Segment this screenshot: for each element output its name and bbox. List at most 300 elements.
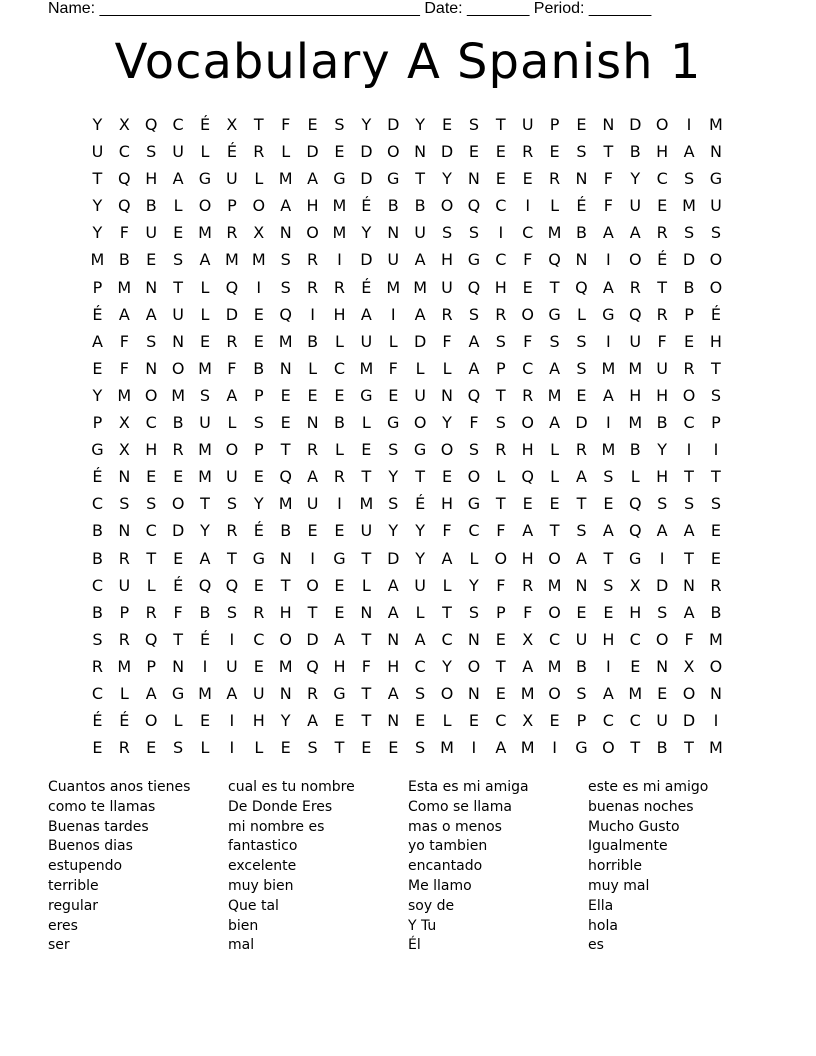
grid-letter: N — [683, 575, 696, 595]
grid-letter: É — [199, 115, 211, 134]
grid-letter: E — [253, 467, 264, 487]
grid-letter: F — [119, 358, 129, 378]
grid-letter: T — [576, 494, 587, 514]
word-list-item: Y Tu — [408, 917, 437, 934]
grid-letter: S — [388, 494, 399, 514]
grid-letter: F — [603, 169, 613, 189]
grid-letter: U — [656, 358, 668, 378]
grid-letter: A — [199, 548, 211, 568]
grid-letter: R — [118, 629, 130, 649]
grid-letter: S — [683, 494, 695, 514]
grid-letter: U — [575, 629, 588, 649]
grid-letter: I — [202, 656, 208, 676]
grid-letter: E — [173, 467, 184, 487]
grid-letter: E — [334, 142, 345, 162]
grid-letter: M — [198, 223, 212, 243]
grid-letter: A — [91, 331, 103, 351]
grid-letter: M — [332, 196, 347, 216]
grid-letter: R — [495, 304, 507, 324]
grid-letter: B — [199, 602, 211, 622]
grid-letter: O — [521, 304, 534, 324]
grid-letter: É — [710, 304, 721, 324]
grid-letter: E — [495, 142, 506, 162]
grid-letter: X — [118, 115, 130, 134]
word-list-item: muy bien — [228, 877, 294, 894]
grid-letter: P — [92, 413, 103, 433]
grid-letter: T — [495, 115, 506, 134]
grid-letter: A — [307, 467, 319, 487]
grid-letter: U — [226, 656, 238, 676]
word-list-item: hola — [588, 917, 618, 934]
word-list-item: ser — [48, 937, 70, 954]
grid-letter: O — [144, 385, 158, 405]
grid-letter: P — [227, 196, 237, 216]
grid-letter: U — [414, 575, 426, 595]
grid-letter: H — [494, 277, 507, 297]
grid-letter: E — [199, 331, 211, 351]
grid-letter: T — [334, 738, 345, 758]
grid-letter: B — [145, 196, 157, 216]
grid-letter: S — [307, 738, 318, 758]
grid-letter: T — [280, 440, 291, 460]
grid-letter: N — [387, 711, 400, 731]
grid-letter: M — [547, 656, 562, 676]
grid-letter: H — [333, 656, 346, 676]
grid-letter: E — [576, 115, 587, 134]
grid-letter: I — [686, 440, 692, 460]
grid-letter: O — [548, 683, 561, 703]
grid-letter: É — [199, 629, 211, 649]
grid-letter: Y — [415, 521, 426, 541]
grid-letter: T — [146, 548, 157, 568]
grid-letter: L — [119, 683, 129, 703]
grid-letter: A — [441, 548, 453, 568]
grid-letter: M — [547, 385, 562, 405]
grid-letter: O — [628, 250, 642, 270]
grid-letter: N — [306, 413, 319, 433]
grid-letter: A — [576, 548, 587, 568]
grid-letter: E — [280, 385, 291, 405]
grid-letter: F — [657, 331, 667, 351]
grid-letter: A — [414, 304, 426, 324]
word-list-item: Buenos dias — [48, 838, 133, 855]
grid-letter: S — [199, 385, 211, 405]
grid-letter: N — [279, 683, 292, 703]
grid-letter: H — [279, 602, 292, 622]
grid-letter: Y — [280, 711, 291, 731]
grid-letter: B — [91, 602, 103, 622]
grid-letter: U — [414, 385, 426, 405]
grid-letter: N — [656, 656, 669, 676]
grid-letter: Q — [198, 575, 212, 595]
grid-letter: A — [226, 683, 238, 703]
grid-letter: E — [361, 440, 372, 460]
grid-letter: A — [360, 304, 372, 324]
grid-letter: Q — [118, 169, 131, 189]
grid-letter: A — [602, 277, 614, 297]
grid-letter: R — [333, 277, 346, 297]
grid-letter: S — [495, 413, 506, 433]
grid-letter: Q — [628, 304, 642, 324]
grid-letter: T — [711, 467, 721, 487]
grid-letter: B — [629, 142, 641, 162]
grid-letter: R — [441, 304, 453, 324]
grid-letter: D — [413, 331, 427, 351]
grid-letter: Y — [92, 385, 103, 405]
grid-letter: Y — [388, 467, 399, 487]
word-list-item: regular — [48, 897, 99, 914]
grid-letter: I — [606, 656, 611, 676]
grid-letter: I — [390, 304, 396, 324]
grid-letter: T — [495, 494, 506, 514]
grid-letter: A — [145, 683, 157, 703]
grid-letter: M — [547, 575, 562, 595]
grid-letter: G — [548, 304, 561, 324]
grid-letter: C — [629, 629, 641, 649]
grid-letter: A — [387, 575, 399, 595]
grid-letter: G — [629, 548, 642, 568]
grid-letter: C — [145, 413, 157, 433]
word-list-item: es — [588, 937, 604, 954]
grid-letter: E — [173, 223, 184, 243]
grid-letter: L — [361, 413, 371, 433]
grid-letter: I — [310, 548, 315, 568]
grid-letter: E — [307, 521, 318, 541]
grid-letter: R — [226, 331, 238, 351]
grid-letter: O — [655, 629, 669, 649]
grid-letter: A — [387, 602, 399, 622]
grid-letter: N — [118, 467, 131, 487]
grid-letter: G — [333, 683, 346, 703]
grid-letter: X — [118, 413, 130, 433]
grid-letter: E — [334, 711, 345, 731]
grid-letter: D — [360, 142, 373, 162]
grid-letter: O — [709, 250, 723, 270]
grid-letter: F — [469, 413, 479, 433]
grid-letter: C — [683, 413, 695, 433]
grid-letter: L — [442, 575, 452, 595]
name-date-period-line: Name: ____________________________________ Date: _______ Period: _______ — [48, 0, 652, 17]
grid-letter: F — [523, 331, 533, 351]
grid-letter: M — [601, 440, 616, 460]
grid-letter: I — [229, 738, 235, 758]
grid-letter: G — [575, 738, 588, 758]
grid-letter: O — [440, 196, 454, 216]
grid-letter: E — [307, 115, 318, 134]
grid-letter: M — [117, 656, 132, 676]
grid-letter: T — [361, 548, 372, 568]
grid-letter: N — [467, 629, 480, 649]
grid-letter: M — [332, 223, 347, 243]
grid-letter: N — [387, 223, 400, 243]
grid-letter: H — [252, 711, 265, 731]
grid-letter: N — [387, 629, 400, 649]
grid-letter: E — [253, 656, 264, 676]
grid-letter: É — [173, 575, 184, 595]
grid-letter: Y — [469, 575, 479, 595]
grid-letter: E — [334, 575, 345, 595]
grid-letter: T — [92, 169, 103, 189]
grid-letter: X — [226, 115, 238, 134]
grid-letter: H — [521, 548, 534, 568]
word-list-item: mi nombre es — [228, 818, 325, 835]
grid-letter: L — [173, 711, 183, 731]
grid-letter: N — [118, 521, 131, 541]
grid-letter: I — [606, 413, 611, 433]
word-list-item: mas o menos — [408, 818, 502, 835]
grid-letter: C — [91, 683, 104, 703]
grid-letter: Q — [118, 196, 131, 216]
grid-letter: N — [360, 602, 373, 622]
grid-letter: L — [550, 467, 560, 487]
grid-letter: X — [629, 575, 641, 595]
grid-letter: F — [227, 358, 237, 378]
grid-letter: S — [683, 169, 695, 189]
grid-letter: E — [253, 304, 264, 324]
word-list-item: Él — [408, 937, 421, 954]
grid-letter: B — [253, 358, 265, 378]
grid-letter: B — [172, 413, 184, 433]
grid-letter: A — [683, 142, 695, 162]
word-list-item: Me llamo — [408, 877, 472, 894]
grid-letter: E — [307, 385, 318, 405]
grid-letter: R — [145, 602, 157, 622]
grid-letter: E — [657, 196, 668, 216]
grid-letter: T — [200, 494, 210, 514]
grid-letter: A — [414, 629, 426, 649]
grid-letter: Q — [628, 494, 642, 514]
word-list-item: fantastico — [228, 838, 298, 855]
grid-letter: C — [468, 521, 480, 541]
grid-letter: S — [468, 304, 479, 324]
grid-letter: T — [361, 629, 372, 649]
grid-letter: S — [146, 331, 157, 351]
grid-letter: S — [549, 331, 560, 351]
grid-letter: N — [441, 385, 453, 405]
grid-letter: A — [576, 467, 587, 487]
grid-letter: I — [713, 440, 719, 460]
grid-letter: E — [522, 169, 533, 189]
grid-letter: L — [335, 331, 344, 351]
grid-letter: M — [198, 358, 212, 378]
grid-letter: T — [603, 548, 614, 568]
grid-letter: N — [467, 169, 480, 189]
grid-letter: O — [602, 738, 615, 758]
grid-letter: O — [252, 196, 266, 216]
grid-letter: E — [576, 602, 587, 622]
grid-letter: Y — [442, 656, 452, 676]
grid-letter: N — [602, 115, 615, 134]
grid-letter: I — [337, 494, 342, 514]
grid-letter: N — [467, 683, 480, 703]
grid-letter: C — [656, 169, 668, 189]
grid-letter: M — [278, 169, 293, 189]
grid-letter: G — [413, 440, 427, 460]
word-list — [48, 778, 768, 956]
grid-letter: S — [441, 223, 453, 243]
grid-letter: T — [173, 277, 183, 297]
grid-letter: T — [630, 738, 641, 758]
grid-letter: P — [92, 277, 103, 297]
grid-letter: A — [602, 223, 614, 243]
grid-letter: H — [441, 494, 454, 514]
grid-letter: F — [361, 656, 371, 676]
grid-letter: G — [198, 169, 212, 189]
grid-letter: D — [682, 711, 696, 731]
grid-letter: O — [467, 467, 481, 487]
grid-letter: R — [522, 575, 534, 595]
grid-letter: T — [361, 711, 372, 731]
grid-letter: B — [575, 223, 587, 243]
grid-letter: É — [415, 494, 426, 514]
grid-letter: R — [683, 358, 695, 378]
grid-letter: G — [360, 385, 373, 405]
word-list-column — [588, 778, 768, 956]
grid-letter: T — [549, 277, 560, 297]
grid-letter: E — [92, 738, 103, 758]
grid-letter: T — [684, 467, 694, 487]
grid-letter: E — [146, 467, 157, 487]
grid-letter: I — [686, 115, 692, 134]
grid-letter: A — [683, 602, 695, 622]
grid-letter: L — [361, 575, 371, 595]
grid-letter: D — [225, 304, 239, 324]
word-list-item: Mucho Gusto — [588, 818, 680, 835]
grid-letter: T — [657, 277, 668, 297]
grid-letter: T — [227, 548, 237, 568]
word-list-item: soy de — [408, 897, 455, 914]
grid-letter: C — [414, 656, 426, 676]
grid-letter: Y — [630, 169, 641, 189]
grid-letter: H — [709, 331, 722, 351]
grid-letter: Q — [575, 277, 588, 297]
grid-letter: Q — [306, 656, 319, 676]
grid-letter: U — [145, 223, 158, 243]
grid-letter: G — [171, 683, 185, 703]
grid-letter: E — [146, 250, 157, 270]
grid-letter: R — [307, 440, 319, 460]
grid-letter: E — [253, 575, 264, 595]
grid-letter: A — [495, 738, 507, 758]
grid-letter: N — [575, 169, 588, 189]
grid-letter: R — [656, 223, 668, 243]
grid-letter: M — [278, 494, 293, 514]
grid-letter: U — [629, 196, 642, 216]
grid-letter: M — [709, 115, 723, 134]
grid-letter: A — [468, 331, 480, 351]
grid-letter: B — [387, 196, 399, 216]
grid-letter: M — [709, 629, 723, 649]
grid-letter: É — [253, 521, 264, 541]
grid-letter: D — [360, 250, 373, 270]
grid-letter: H — [602, 629, 615, 649]
grid-letter: I — [471, 738, 477, 758]
grid-letter: Q — [225, 575, 239, 595]
grid-letter: Q — [628, 521, 642, 541]
grid-letter: A — [522, 656, 534, 676]
grid-letter: U — [252, 683, 265, 703]
grid-letter: Y — [388, 521, 399, 541]
grid-letter: O — [548, 602, 561, 622]
grid-letter: M — [628, 683, 643, 703]
grid-letter: N — [575, 575, 588, 595]
grid-letter: D — [171, 521, 185, 541]
grid-letter: A — [629, 223, 641, 243]
grid-letter: L — [442, 711, 452, 731]
grid-letter: S — [468, 602, 479, 622]
grid-letter: R — [307, 277, 319, 297]
grid-letter: O — [440, 440, 454, 460]
grid-letter: S — [253, 413, 264, 433]
grid-letter: S — [415, 738, 426, 758]
word-list-column — [228, 778, 408, 956]
grid-letter: I — [606, 331, 611, 351]
grid-letter: E — [415, 711, 426, 731]
grid-letter: T — [495, 385, 506, 405]
grid-letter: S — [576, 683, 587, 703]
grid-letter: R — [522, 385, 534, 405]
word-list-item: como te llamas — [48, 798, 156, 815]
grid-letter: M — [171, 385, 186, 405]
grid-letter: M — [198, 467, 212, 487]
grid-letter: U — [199, 413, 211, 433]
grid-letter: A — [522, 521, 534, 541]
word-list-item: Ella — [588, 897, 614, 914]
grid-letter: C — [602, 711, 614, 731]
word-list-item: encantado — [408, 858, 483, 875]
grid-letter: S — [657, 494, 668, 514]
grid-letter: E — [441, 115, 453, 134]
word-list-item: Que tal — [228, 897, 279, 914]
grid-letter: P — [119, 602, 130, 622]
grid-letter: O — [386, 142, 400, 162]
grid-letter: O — [467, 656, 481, 676]
grid-letter: L — [415, 602, 425, 622]
grid-letter: N — [414, 142, 427, 162]
grid-letter: O — [709, 656, 723, 676]
word-list-item: buenas noches — [588, 798, 694, 815]
grid-letter: C — [172, 115, 184, 134]
grid-letter: Q — [279, 304, 292, 324]
grid-letter: E — [334, 602, 345, 622]
grid-letter: C — [253, 629, 265, 649]
grid-letter: E — [280, 738, 291, 758]
grid-letter: H — [306, 196, 319, 216]
grid-letter: D — [682, 250, 696, 270]
grid-letter: E — [522, 494, 533, 514]
grid-letter: E — [549, 711, 560, 731]
grid-letter: G — [467, 494, 481, 514]
grid-letter: Q — [144, 629, 158, 649]
word-list-item: Como se llama — [408, 798, 512, 815]
grid-letter: S — [710, 385, 721, 405]
grid-letter: C — [522, 223, 534, 243]
grid-letter: R — [495, 440, 507, 460]
grid-letter: T — [549, 521, 560, 541]
grid-letter: E — [173, 548, 184, 568]
grid-letter: P — [495, 602, 506, 622]
grid-letter: T — [361, 467, 372, 487]
grid-letter: F — [119, 331, 129, 351]
grid-letter: M — [278, 331, 293, 351]
grid-letter: I — [659, 548, 665, 568]
grid-letter: D — [387, 115, 400, 134]
grid-letter: G — [467, 250, 481, 270]
grid-letter: S — [173, 250, 184, 270]
grid-letter: E — [576, 385, 587, 405]
grid-letter: Q — [521, 467, 534, 487]
grid-letter: B — [118, 250, 130, 270]
